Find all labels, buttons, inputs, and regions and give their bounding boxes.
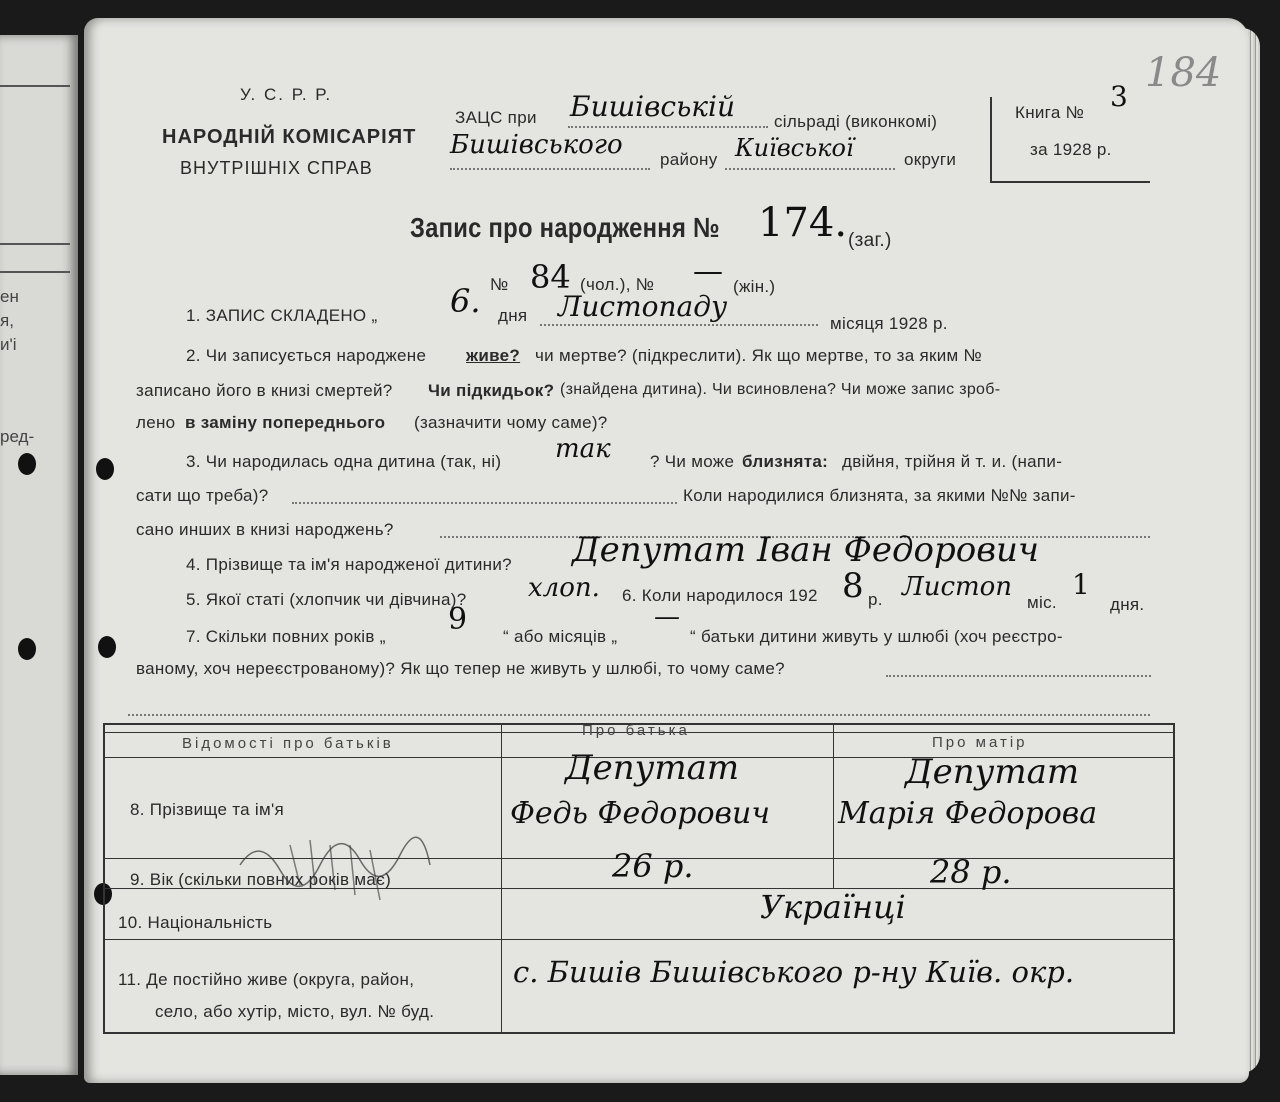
birth-year: 8 [842, 566, 864, 606]
row-label-name: 8. Прізвище та ім'я [130, 800, 285, 819]
q1-tail: місяця 1928 р. [830, 314, 948, 333]
q7-tail: “ батьки дитини живуть у шлюбі (хоч реєстро- [690, 627, 1063, 646]
record-number: 174. [758, 200, 848, 246]
q6-dnya: дня. [1110, 595, 1145, 614]
q5-label: 5. Якої статі (хлопчик чи дівчина)? [186, 590, 467, 609]
q2c-replace: в заміну попереднього [185, 413, 386, 432]
child-sex: хлоп. [528, 573, 600, 603]
q3-tail2: двійня, трійня й т. и. (напи- [842, 452, 1063, 471]
q4-label: 4. Прізвище та ім'я народженої дитини? [186, 555, 512, 574]
marriage-months: — [654, 602, 680, 632]
father-age: 26 р. [612, 847, 694, 885]
q6-r: р. [868, 590, 883, 609]
divider [0, 271, 70, 273]
table-head-info: Відомості про батьків [182, 735, 394, 752]
left-text-fragment: ред- [0, 427, 35, 446]
q2-tail: чи мертве? (підкреслити). Як що мертве, то за яким № [535, 346, 983, 365]
fill-line [568, 126, 768, 128]
record-suffix: (заг.) [848, 230, 892, 251]
female-label: (жін.) [733, 277, 776, 296]
table-head-father: Про батька [582, 722, 690, 739]
binding-hole [96, 458, 114, 480]
fill-line [292, 502, 677, 504]
father-surname: Депутат [565, 748, 740, 788]
left-text-fragment: и'і [0, 335, 17, 354]
row-label-residence: 11. Де постійно живе (округа, район, [118, 970, 415, 989]
divider [0, 85, 70, 87]
left-text-fragment: я, [0, 311, 14, 330]
book-label: Книга № [1015, 103, 1085, 122]
q3-twins: близнята: [742, 452, 829, 471]
divider [0, 243, 70, 245]
okruha-label: округи [904, 150, 957, 169]
q1-day-label: дня [498, 306, 528, 325]
mother-given-name: Марія Федорова [838, 796, 1098, 831]
selrada-label: сільраді (виконкомі) [774, 112, 938, 131]
q7-label: 7. Скільки повних років „ [186, 627, 386, 646]
residence: с. Бишів Бишівського р-ну Київ. окр. [513, 955, 1075, 989]
sub-no: № [490, 275, 509, 294]
fill-line [886, 675, 1151, 677]
rayon-handwritten: Бишівського [450, 130, 623, 160]
commissariat-title: НАРОДНІЙ КОМІСАРІЯТ [162, 126, 417, 148]
ussr-label: У. С. Р. Р. [240, 85, 333, 104]
row-label-nationality: 10. Національність [118, 913, 273, 932]
q2b-tail: (знайдена дитина). Чи всиновлена? Чи може запис зроб- [560, 381, 1001, 398]
q2c-tail: (зазначити чому саме)? [414, 413, 608, 432]
marriage-years: 9 [448, 602, 468, 637]
q2b-label: записано його в книзі смертей? [136, 381, 393, 400]
book-year: за 1928 р. [1030, 140, 1112, 159]
male-label: (чол.), № [580, 275, 655, 294]
birth-day: 1 [1072, 568, 1090, 601]
table-head-mother: Про матір [932, 734, 1028, 751]
q2c-label: лено [136, 413, 176, 432]
q3-tail: ? Чи може [650, 452, 735, 471]
record-title: Запис про народження № [410, 212, 720, 243]
birth-month: Листоп [902, 572, 1013, 602]
binding-hole [98, 636, 116, 658]
q6-label: 6. Коли народилося 192 [622, 586, 818, 605]
left-text-fragment: ен [0, 287, 19, 306]
row-label-age: 9. Вік (скільки повних років має) [130, 870, 392, 889]
q2b-foundling: Чи підкидьок? [428, 381, 555, 400]
q1-month: Листопаду [558, 290, 728, 323]
q7-mid: “ або місяців „ [503, 627, 618, 646]
q2-label: 2. Чи записується народжене [186, 346, 427, 365]
table-col-divider [501, 725, 502, 1032]
book-number: 3 [1110, 80, 1128, 113]
binding-hole [18, 638, 36, 660]
q1-day: 6. [450, 282, 481, 320]
mother-surname: Депутат [905, 752, 1080, 792]
q7b-label: ваному, хоч нереєстрованому)? Як що тепер не живуть у шлюбі, то чому саме? [136, 659, 785, 678]
table-col-divider [833, 725, 834, 888]
fill-line [128, 714, 1150, 716]
rayon-label: району [660, 150, 718, 169]
table-row-divider [105, 939, 1173, 940]
corner-number: 184 [1145, 50, 1222, 96]
fill-line [450, 168, 650, 170]
q6-mis: міс. [1027, 593, 1057, 612]
q3-answer: так [555, 434, 611, 464]
zags-label: ЗАЦС при [455, 108, 537, 127]
nationality: Українці [760, 888, 906, 926]
male-count: 84 [530, 258, 571, 296]
q3b-label: сати що треба)? [136, 486, 269, 505]
father-given-name: Федь Федорович [510, 796, 770, 831]
okruha-handwritten: Київської [735, 134, 854, 162]
q1-label: 1. ЗАПИС СКЛАДЕНО „ [186, 306, 378, 325]
female-count: — [693, 254, 723, 289]
fill-line [725, 168, 895, 170]
q3c-label: сано инших в книзі народжень? [136, 520, 394, 539]
fill-line [540, 324, 818, 326]
mother-age: 28 р. [930, 853, 1012, 891]
q2-alive: живе? [466, 346, 521, 365]
commissariat-subtitle: ВНУТРІШНІХ СПРАВ [180, 158, 373, 178]
q3-label: 3. Чи народилась одна дитина (так, ні) [186, 452, 502, 471]
zags-handwritten: Бишівській [570, 90, 736, 123]
row-label-residence-2: село, або хутір, місто, вул. № буд. [155, 1002, 435, 1021]
child-name: Депутат Іван Федорович [572, 530, 1040, 570]
stamp-scribble [230, 825, 440, 915]
binding-hole [18, 453, 36, 475]
left-page-fragment [0, 35, 78, 1075]
q3b-tail: Коли народилися близнята, за якими №№ запи- [683, 486, 1076, 505]
